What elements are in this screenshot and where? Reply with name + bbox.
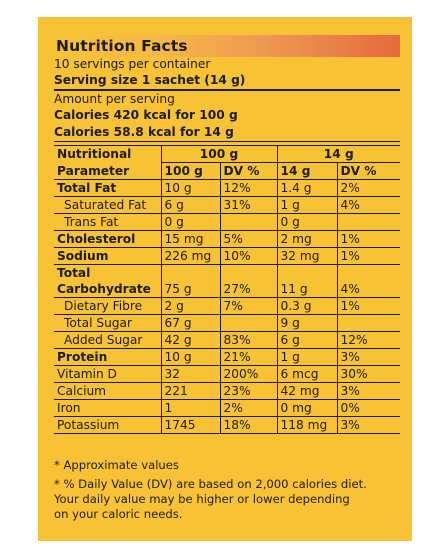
dv-14g [337,214,400,231]
value-14g: 6 mcg [277,366,337,383]
dv-100g: 2% [220,400,277,417]
dv-14g: 1% [337,248,400,265]
value-14g: 1 g [277,349,337,366]
value-100g: 1745 [161,417,220,434]
column-header-dv-14g: DV % [337,163,400,180]
divider-calories [54,141,400,142]
dv-100g: 21% [220,349,277,366]
value-14g: 11 g [277,281,337,298]
value-100g: 15 mg [161,231,220,248]
nutrient-name: Total Sugar [54,315,161,332]
dv-14g: 3% [337,383,400,400]
dv-14g: 12% [337,332,400,349]
dv-14g: 1% [337,231,400,248]
table-row [54,281,400,298]
value-100g: 221 [161,383,220,400]
column-header-parameter-line2: Parameter [54,163,161,180]
column-header-14g: 14 g [277,163,337,180]
value-100g: 2 g [161,298,220,315]
table-row [54,315,400,332]
dv-100g [220,265,277,282]
value-100g: 10 g [161,180,220,197]
dv-100g: 7% [220,298,277,315]
servings-per-container: 10 servings per container [54,57,211,71]
dv-100g: 27% [220,281,277,298]
value-14g: 6 g [277,332,337,349]
value-14g [277,265,337,282]
column-group-100g: 100 g [161,146,277,163]
table-row [54,231,400,248]
value-100g: 0 g [161,214,220,231]
value-100g: 6 g [161,197,220,214]
nutrient-name: Potassium [54,417,161,434]
dv-100g: 5% [220,231,277,248]
dv-14g [337,265,400,282]
table-subheader-row [54,163,400,180]
value-14g: 32 mg [277,248,337,265]
dv-100g [220,315,277,332]
dv-14g: 4% [337,197,400,214]
value-14g: 0.3 g [277,298,337,315]
dv-14g: 30% [337,366,400,383]
nutrient-name: Sodium [54,248,161,265]
dv-100g [220,214,277,231]
table-row [54,366,400,383]
column-header-100g: 100 g [161,163,220,180]
dv-14g: 1% [337,298,400,315]
nutrient-name: Calcium [54,383,161,400]
value-100g: 67 g [161,315,220,332]
table-row [54,180,400,197]
value-14g: 42 mg [277,383,337,400]
nutrient-name: Trans Fat [54,214,161,231]
dv-14g: 0% [337,400,400,417]
nutrient-name: Cholesterol [54,231,161,248]
table-row [54,400,400,417]
value-14g: 1.4 g [277,180,337,197]
dv-100g: 200% [220,366,277,383]
value-100g: 226 mg [161,248,220,265]
nutrient-name: Iron [54,400,161,417]
value-14g: 1 g [277,197,337,214]
dv-14g: 2% [337,180,400,197]
dv-14g: 3% [337,417,400,434]
amount-per-serving: Amount per serving [54,92,175,106]
footnote-dv-line2: Your daily value may be higher or lower depending [54,492,350,506]
dv-100g: 12% [220,180,277,197]
nutrient-name: Carbohydrate [54,281,161,298]
footnote-dv-line3: on your caloric needs. [54,507,183,521]
nutrient-name: Total [54,265,161,282]
table-row [54,197,400,214]
table-row [54,349,400,366]
nutrient-name: Saturated Fat [54,197,161,214]
table-row [54,417,400,434]
table-row [54,248,400,265]
value-14g: 2 mg [277,231,337,248]
dv-100g: 10% [220,248,277,265]
table-row [54,265,400,282]
dv-14g [337,315,400,332]
nutrient-name: Dietary Fibre [54,298,161,315]
table-row [54,332,400,349]
footnote-dv-line1: * % Daily Value (DV) are based on 2,000 calories diet. [54,477,367,491]
calories-per-14g: Calories 58.8 kcal for 14 g [54,125,234,139]
nutrition-table [54,145,400,434]
value-14g: 118 mg [277,417,337,434]
dv-100g: 23% [220,383,277,400]
value-100g: 1 [161,400,220,417]
dv-100g: 31% [220,197,277,214]
nutrient-name: Vitamin D [54,366,161,383]
value-100g: 75 g [161,281,220,298]
serving-size: Serving size 1 sachet (14 g) [54,73,246,87]
value-14g: 9 g [277,315,337,332]
table-row [54,383,400,400]
calories-per-100g: Calories 420 kcal for 100 g [54,108,238,122]
value-100g: 42 g [161,332,220,349]
table-header-row [54,146,400,163]
table-row [54,214,400,231]
column-group-14g: 14 g [277,146,400,163]
nutrient-name: Added Sugar [54,332,161,349]
dv-100g: 83% [220,332,277,349]
nutrient-name: Protein [54,349,161,366]
dv-14g: 4% [337,281,400,298]
label-title: Nutrition Facts [56,37,188,55]
value-100g: 10 g [161,349,220,366]
dv-14g: 3% [337,349,400,366]
dv-100g: 18% [220,417,277,434]
value-14g: 0 mg [277,400,337,417]
value-14g: 0 g [277,214,337,231]
value-100g: 32 [161,366,220,383]
value-100g [161,265,220,282]
nutrient-name: Total Fat [54,180,161,197]
column-header-parameter: Nutritional [54,146,161,163]
table-row [54,298,400,315]
footnote-approximate: * Approximate values [54,458,179,472]
column-header-dv-100g: DV % [220,163,277,180]
